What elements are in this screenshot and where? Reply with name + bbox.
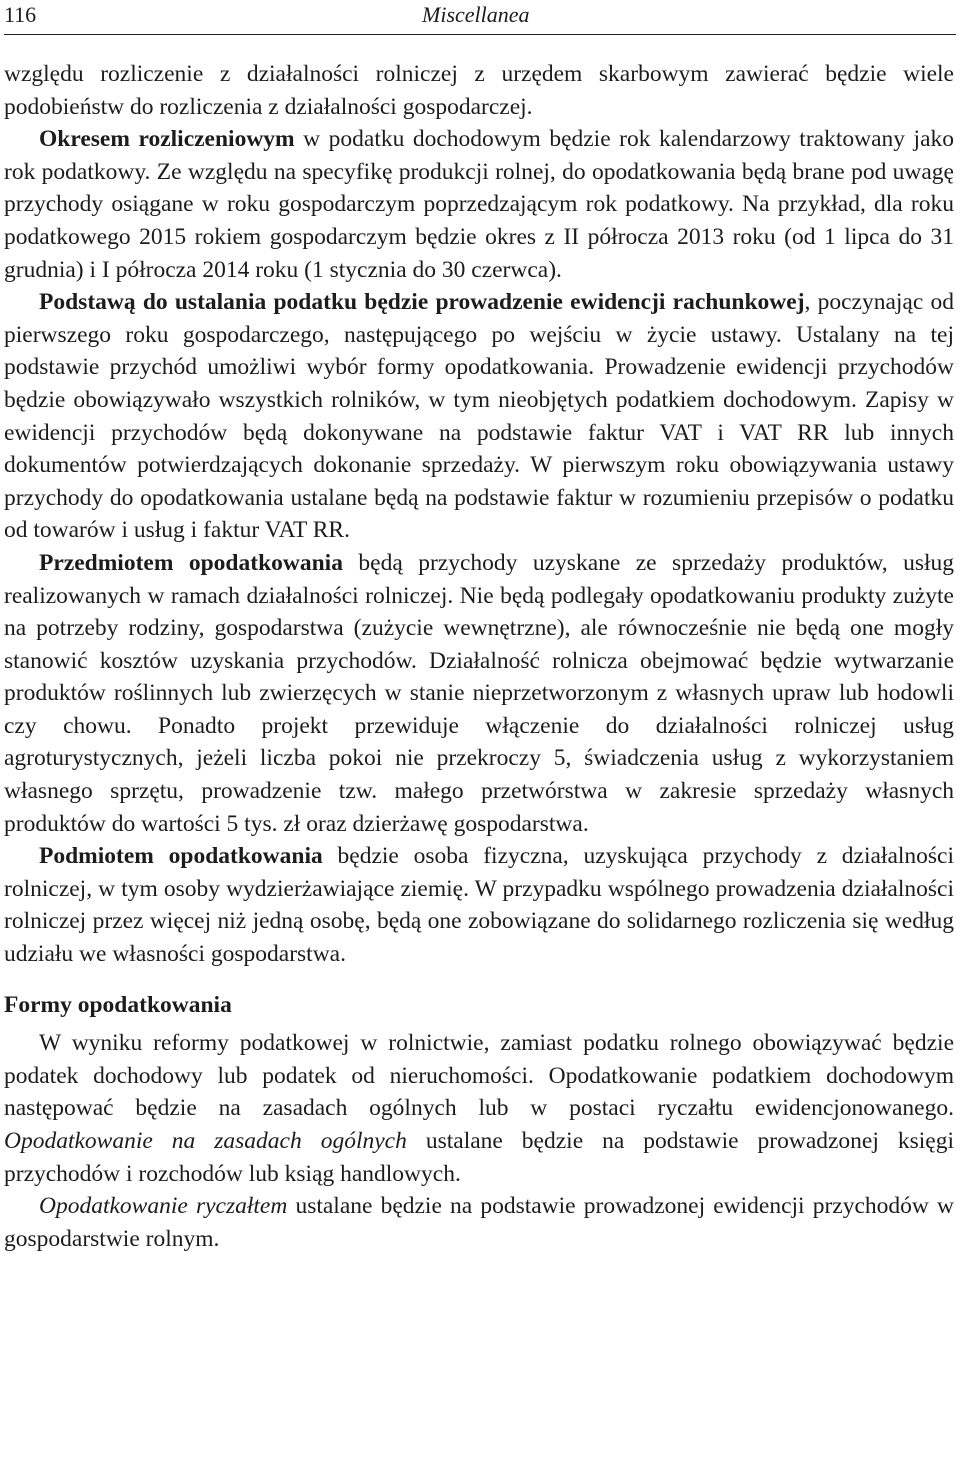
paragraph-3 [4,286,954,547]
paragraph-6-text: W wyniku reformy podatkowej w rolnictwie, zamiast podatku rolnego obowiązywać będzie podatek dochodowy lub podatek od nieruchomości. Opodatkowanie podatkiem dochodowym następować będzie na zasadach ogólnych lub w postaci ryczałtu ewidencjonowanego. [4,1030,954,1122]
term-podmiotem-opodatkowania: Podmiotem opodatkowania [39,843,323,870]
term-ryczalt: Opodatkowanie ryczałtem [39,1193,288,1220]
paragraph-7-text: ustalane będzie na podstawie prowadzonej ewidencji przychodów w gospodarstwie rolnym. [4,1193,954,1252]
paragraph-6-text-2: ustalane będzie na podstawie prowadzonej księgi przychodów i rozchodów lub ksiąg handlowych. [4,1128,954,1187]
paragraph-2 [4,123,954,286]
section-heading: Formy opodatkowania [4,991,232,1018]
paragraph-1-text: względu rozliczenie z działalności rolniczej z urzędem skarbowym zawierać będzie wiele podobieństw do rozliczenia z działalności gospodarczej. [4,61,954,120]
term-przedmiotem-opodatkowania: Przedmiotem opodatkowania [39,549,343,576]
paragraph-1 [4,58,954,123]
term-zasady-ogolne: Opodatkowanie na zasadach ogólnych [4,1128,407,1154]
paragraph-4-text: będą przychody uzyskane ze sprzedaży produktów, usług realizowanych w ramach działalności rolniczej. Nie będą podlegały opodatkowaniu produkty zużyte na potrzeby rodziny, gospodarstwa (zużycie wewnętrzne), ale równocześnie nie będą one mogły stanowić kosztów uzyskania przychodów. Działalność rolnicza obejmować będzie wytwarzanie produktów roślinnych lub zwierzęcych w stanie nieprzetworzonym z własnych upraw lub hodowli czy chowu. Ponadto projekt przewiduje włączenie do działalności rolniczej usług agroturystycznych, jeżeli liczba pokoi nie przekroczy 5, świadczenia usług z wykorzystaniem własnego sprzętu, prowadzenie tzw. małego przetwórstwa w zakresie sprzedaży własnych produktów do wartości 5 tys. zł oraz dzierżawę gospodarstwa. [4,549,954,837]
page-header [4,0,956,35]
page-number: 116 [4,2,37,27]
paragraph-6 [4,1027,954,1190]
paragraph-7 [4,1190,954,1255]
paragraph-2-text: w podatku dochodowym będzie rok kalendarzowy traktowany jako rok podatkowy. Ze względu na specyfikę produkcji rolnej, do opodatkowania będą brane pod uwagę przychody osiągane w roku gospodarczym poprzedzającym rok podatkowy. Na przykład, dla roku podatkowego 2015 rokiem gospodarczym będzie okres z II półrocza 2013 roku (od 1 lipca do 31 grudnia) i I półrocza 2014 roku (1 stycznia do 30 czerwca). [4,126,954,283]
body-text [4,58,954,1255]
term-podstawa-ustalania: Podstawą do ustalania podatku będzie prowadzenie ewidencji rachunkowej [39,289,805,316]
running-title: Miscellanea [422,2,530,27]
paragraph-5-text: będzie osoba fizyczna, uzyskująca przychody z działalności rolniczej, w tym osoby wydzierżawiające ziemię. W przypadku wspólnego prowadzenia działalności rolniczej przez więcej niż jedną osobę, będą one zobowiązane do solidarnego rozliczenia się według udziału we własności gospodarstwa. [4,843,955,968]
paragraph-5 [4,840,954,970]
term-okresem-rozliczeniowym: Okresem rozliczeniowym [39,126,295,153]
paragraph-4 [4,547,954,840]
paragraph-3-text: , poczynając od pierwszego roku gospodarczego, następującego po wejściu w życie ustawy. Ustalany na tej podstawie przychód umożliwi wybór formy opodatkowania. Prowadzenie ewidencji przychodów będzie obowiązywało wszystkich rolników, w tym nieobjętych podatkiem dochodowym. Zapisy w ewidencji przychodów będą dokonywane na podstawie faktur VAT i VAT RR lub innych dokumentów potwierdzających dokonanie sprzedaży. W pierwszym roku obowiązywania ustawy przychody do opodatkowania ustalane będą na podstawie faktur w rozumieniu przepisów o podatku od towarów i usług i faktur VAT RR. [4,289,955,544]
